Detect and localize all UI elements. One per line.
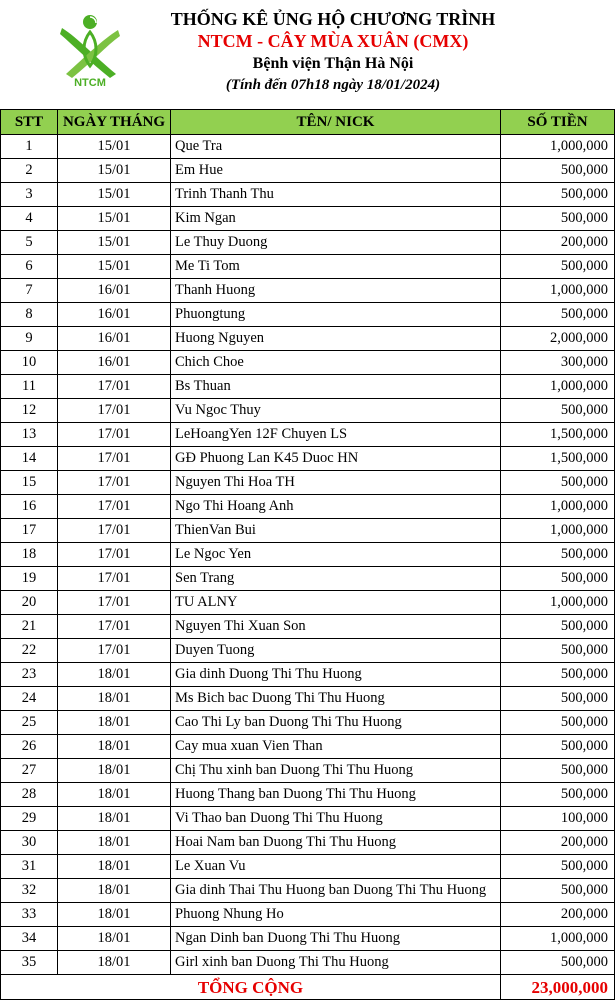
donation-amount: 500,000 (501, 567, 615, 591)
donor-name: Que Tra (171, 135, 501, 159)
hospital-name: Bệnh viện Thận Hà Nội (252, 55, 414, 72)
row-number: 13 (1, 423, 58, 447)
row-number: 4 (1, 207, 58, 231)
row-number: 1 (1, 135, 58, 159)
row-date: 15/01 (58, 231, 171, 255)
donation-amount: 500,000 (501, 735, 615, 759)
row-number: 31 (1, 855, 58, 879)
row-date: 16/01 (58, 327, 171, 351)
donor-name: TU ALNY (171, 591, 501, 615)
row-number: 10 (1, 351, 58, 375)
row-number: 16 (1, 495, 58, 519)
row-number: 27 (1, 759, 58, 783)
row-date: 17/01 (58, 423, 171, 447)
row-date: 17/01 (58, 519, 171, 543)
table-row (1, 711, 615, 735)
donor-name: Thanh Huong (171, 279, 501, 303)
donor-name: Chich Choe (171, 351, 501, 375)
donor-name: Phuongtung (171, 303, 501, 327)
program-subtitle: NTCM - CÂY MÙA XUÂN (CMX) (197, 31, 469, 51)
donor-name: Cay mua xuan Vien Than (171, 735, 501, 759)
row-number: 11 (1, 375, 58, 399)
column-header-stt: STT (1, 110, 58, 135)
donor-name: Huong Nguyen (171, 327, 501, 351)
table-row (1, 447, 615, 471)
row-number: 15 (1, 471, 58, 495)
row-number: 21 (1, 615, 58, 639)
table-row (1, 519, 615, 543)
row-number: 34 (1, 927, 58, 951)
row-date: 16/01 (58, 351, 171, 375)
row-date: 18/01 (58, 855, 171, 879)
donation-amount: 500,000 (501, 687, 615, 711)
row-date: 18/01 (58, 951, 171, 975)
table-row (1, 903, 615, 927)
table-row (1, 279, 615, 303)
table-row (1, 543, 615, 567)
row-number: 26 (1, 735, 58, 759)
table-row (1, 375, 615, 399)
row-date: 18/01 (58, 927, 171, 951)
donation-amount: 500,000 (501, 783, 615, 807)
table-row (1, 663, 615, 687)
row-date: 17/01 (58, 447, 171, 471)
row-number: 6 (1, 255, 58, 279)
donation-amount: 1,000,000 (501, 519, 615, 543)
donor-name: Cao Thi Ly ban Duong Thi Thu Huong (171, 711, 501, 735)
table-row (1, 759, 615, 783)
donation-amount: 100,000 (501, 807, 615, 831)
donation-amount: 500,000 (501, 471, 615, 495)
donation-amount: 1,000,000 (501, 279, 615, 303)
donor-name: Sen Trang (171, 567, 501, 591)
donor-name: Gia dinh Thai Thu Huong ban Duong Thi Thu Huong (171, 879, 501, 903)
table-row (1, 927, 615, 951)
donor-name: Chị Thu xinh ban Duong Thi Thu Huong (171, 759, 501, 783)
row-number: 24 (1, 687, 58, 711)
row-date: 18/01 (58, 759, 171, 783)
donor-name: Ms Bich bac Duong Thi Thu Huong (171, 687, 501, 711)
donation-amount: 200,000 (501, 231, 615, 255)
donation-amount: 500,000 (501, 711, 615, 735)
donor-name: Nguyen Thi Xuan Son (171, 615, 501, 639)
donation-amount: 500,000 (501, 303, 615, 327)
donor-name: Ngo Thi Hoang Anh (171, 495, 501, 519)
donation-amount: 500,000 (501, 159, 615, 183)
donation-amount: 500,000 (501, 543, 615, 567)
donor-name: ThienVan Bui (171, 519, 501, 543)
donation-amount: 300,000 (501, 351, 615, 375)
logo-text: NTCM (74, 77, 106, 88)
row-date: 15/01 (58, 207, 171, 231)
donor-name: Gia dinh Duong Thi Thu Huong (171, 663, 501, 687)
donation-amount: 2,000,000 (501, 327, 615, 351)
table-row (1, 879, 615, 903)
donor-name: Hoai Nam ban Duong Thi Thu Huong (171, 831, 501, 855)
donation-amount: 200,000 (501, 831, 615, 855)
row-date: 18/01 (58, 735, 171, 759)
row-date: 17/01 (58, 615, 171, 639)
total-row (1, 975, 615, 1000)
donation-amount: 500,000 (501, 663, 615, 687)
table-row (1, 159, 615, 183)
table-row (1, 471, 615, 495)
column-header-name: TÊN/ NICK (171, 110, 501, 135)
donation-amount: 500,000 (501, 879, 615, 903)
date-note: (Tính đến 07h18 ngày 18/01/2024) (225, 77, 441, 93)
donation-amount: 1,000,000 (501, 591, 615, 615)
donor-name: Duyen Tuong (171, 639, 501, 663)
row-date: 17/01 (58, 543, 171, 567)
total-label: TỔNG CỘNG (1, 975, 501, 1000)
row-number: 2 (1, 159, 58, 183)
row-date: 18/01 (58, 807, 171, 831)
row-date: 17/01 (58, 471, 171, 495)
table-row (1, 495, 615, 519)
page-title: THỐNG KÊ ỦNG HỘ CHƯƠNG TRÌNH (170, 9, 496, 29)
column-header-date: NGÀY THÁNG (58, 110, 171, 135)
donor-name: Le Ngoc Yen (171, 543, 501, 567)
row-number: 12 (1, 399, 58, 423)
donation-amount: 1,500,000 (501, 447, 615, 471)
table-row (1, 567, 615, 591)
table-row (1, 135, 615, 159)
row-number: 18 (1, 543, 58, 567)
table-row (1, 399, 615, 423)
row-date: 15/01 (58, 255, 171, 279)
row-date: 17/01 (58, 591, 171, 615)
donation-amount: 1,000,000 (501, 375, 615, 399)
table-row (1, 303, 615, 327)
row-date: 17/01 (58, 495, 171, 519)
row-number: 25 (1, 711, 58, 735)
row-number: 22 (1, 639, 58, 663)
row-date: 15/01 (58, 135, 171, 159)
table-row (1, 687, 615, 711)
table-row (1, 615, 615, 639)
donor-name: Vu Ngoc Thuy (171, 399, 501, 423)
row-date: 15/01 (58, 183, 171, 207)
row-number: 14 (1, 447, 58, 471)
donation-amount: 1,000,000 (501, 495, 615, 519)
column-header-amount: SỐ TIỀN (501, 110, 615, 135)
row-number: 32 (1, 879, 58, 903)
donor-name: LeHoangYen 12F Chuyen LS (171, 423, 501, 447)
row-date: 18/01 (58, 687, 171, 711)
donation-amount: 500,000 (501, 855, 615, 879)
row-number: 19 (1, 567, 58, 591)
table-row (1, 207, 615, 231)
donation-amount: 500,000 (501, 759, 615, 783)
donation-amount: 500,000 (501, 399, 615, 423)
table-row (1, 783, 615, 807)
row-number: 20 (1, 591, 58, 615)
donation-amount: 500,000 (501, 615, 615, 639)
document-header (0, 0, 616, 109)
donor-name: Le Xuan Vu (171, 855, 501, 879)
row-number: 9 (1, 327, 58, 351)
donor-name: Girl xinh ban Duong Thi Thu Huong (171, 951, 501, 975)
row-number: 33 (1, 903, 58, 927)
donor-name: Nguyen Thi Hoa TH (171, 471, 501, 495)
donor-name: Huong Thang ban Duong Thi Thu Huong (171, 783, 501, 807)
row-date: 17/01 (58, 567, 171, 591)
donation-amount: 500,000 (501, 639, 615, 663)
donation-amount: 500,000 (501, 207, 615, 231)
table-row (1, 255, 615, 279)
table-row (1, 855, 615, 879)
donation-amount: 500,000 (501, 183, 615, 207)
donor-name: Vi Thao ban Duong Thi Thu Huong (171, 807, 501, 831)
donor-name: Em Hue (171, 159, 501, 183)
donor-name: Bs Thuan (171, 375, 501, 399)
row-number: 35 (1, 951, 58, 975)
donation-amount: 200,000 (501, 903, 615, 927)
table-row (1, 423, 615, 447)
donation-amount: 1,500,000 (501, 423, 615, 447)
row-number: 7 (1, 279, 58, 303)
row-date: 17/01 (58, 399, 171, 423)
table-row (1, 351, 615, 375)
donation-amount: 1,000,000 (501, 927, 615, 951)
donation-table (0, 109, 615, 1000)
donation-amount: 500,000 (501, 255, 615, 279)
donor-name: Trinh Thanh Thu (171, 183, 501, 207)
row-number: 29 (1, 807, 58, 831)
row-number: 3 (1, 183, 58, 207)
table-row (1, 807, 615, 831)
row-date: 16/01 (58, 279, 171, 303)
row-number: 28 (1, 783, 58, 807)
row-date: 16/01 (58, 303, 171, 327)
donation-amount: 500,000 (501, 951, 615, 975)
row-number: 5 (1, 231, 58, 255)
donor-name: Me Ti Tom (171, 255, 501, 279)
table-row (1, 327, 615, 351)
donation-amount: 1,000,000 (501, 135, 615, 159)
donor-name: Ngan Dinh ban Duong Thi Thu Huong (171, 927, 501, 951)
donor-name: Phuong Nhung Ho (171, 903, 501, 927)
table-row (1, 951, 615, 975)
row-date: 18/01 (58, 903, 171, 927)
table-header-row (1, 110, 615, 135)
row-number: 17 (1, 519, 58, 543)
row-date: 18/01 (58, 663, 171, 687)
table-row (1, 639, 615, 663)
row-number: 30 (1, 831, 58, 855)
row-date: 18/01 (58, 783, 171, 807)
row-date: 18/01 (58, 831, 171, 855)
donor-name: Le Thuy Duong (171, 231, 501, 255)
table-row (1, 183, 615, 207)
total-amount: 23,000,000 (501, 975, 615, 1000)
donor-name: GĐ Phuong Lan K45 Duoc HN (171, 447, 501, 471)
table-row (1, 231, 615, 255)
row-number: 8 (1, 303, 58, 327)
row-date: 15/01 (58, 159, 171, 183)
table-row (1, 735, 615, 759)
table-row (1, 831, 615, 855)
row-date: 17/01 (58, 375, 171, 399)
row-date: 18/01 (58, 711, 171, 735)
row-date: 17/01 (58, 639, 171, 663)
donor-name: Kim Ngan (171, 207, 501, 231)
row-date: 18/01 (58, 879, 171, 903)
table-row (1, 591, 615, 615)
row-number: 23 (1, 663, 58, 687)
